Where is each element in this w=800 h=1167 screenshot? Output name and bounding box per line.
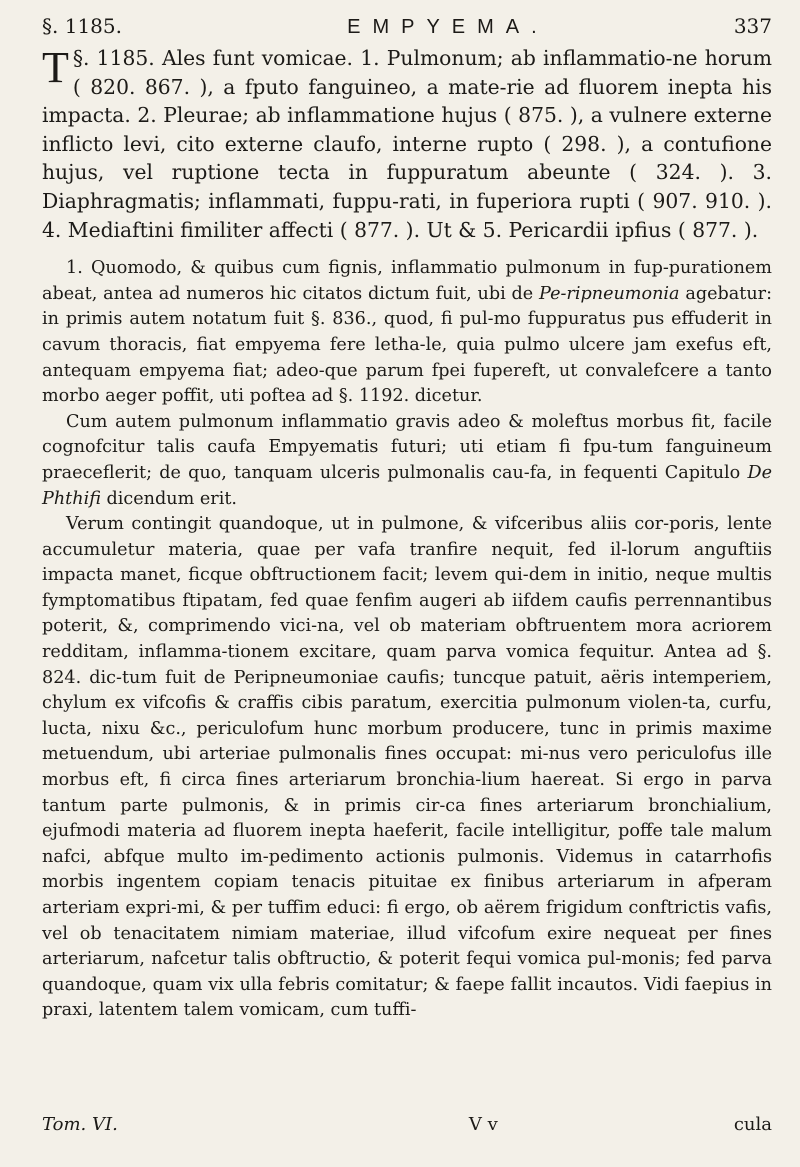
drop-cap: T	[42, 43, 69, 92]
aphorism-number: §. 1185.	[72, 46, 155, 70]
aphorism-text: Ales funt vomicae. 1. Pulmonum; ab inflammatio-ne horum ( 820. 867. ), a fputo fanguineo, a mate-rie ad fluorem inepta his impacta. 2. Pleurae; ab inflammatione hujus ( 875. ), a vulnere externe inflicto levi, cito externe claufo, interne rupto ( 298. ), a contufione hujus, vel ruptione tecta in fuppuratum abeunte ( 324. ). 3. Diaphragmatis; inflammati, fuppu-rati, in fuperiora rupti ( 907. 910. ). 4. Mediaftini fimiliter affecti ( 877. ). Ut & 5. Pericardii ipfius ( 877. ).	[42, 46, 773, 242]
aphorism-paragraph	[42, 44, 772, 244]
commentary-paragraph-2: Cum autem pulmonum inflammatio gravis adeo & moleftus morbus fit, facile cognofcitur talis caufa Empyematis futuri; uti etiam fi fpu-tum fanguineum praeceflerit; de quo, tanquam ulceris pulmonalis cau-fa, in fequenti Capitulo De Phthifi dicendum erit.	[42, 411, 772, 509]
commentary-paragraph-3: Verum contingit quandoque, ut in pulmone, & vifceribus aliis cor-poris, lente accumuletur materia, quae per vafa tranfire nequit, fed il-lorum anguftiis impacta manet, ficque obftructionem facit; levem qui-dem in initio, neque multis fymptomatibus ftipatam, fed quae fenfim augeri ab iifdem caufis perrennantibus poterit, &, comprimendo vici-na, vel ob materiam obftruentem mora acriorem redditam, inflamma-tionem excitare, quam parva vomica fequitur. Antea ad §. 824. dic-tum fuit de Peripneumoniae caufis; tuncque patuit, aëris intemperiem, chylum ex vifcofis & craffis cibis paratum, exercitia pulmonum violen-ta, curfu, lucta, nixu &c., periculofum hunc morbum producere, tunc in primis maxime metuendum, ubi arteriae pulmonalis fines occupat: mi-nus vero periculofus ille morbus eft, fi circa fines arteriarum bronchia-lium haereat. Si ergo in parva tantum parte pulmonis, & in primis cir-ca fines arteriarum bronchialium, ejufmodi materia ad fluorem inepta haeferit, facile intelligitur, poffe tale malum nafci, abfque multo im-pedimento actionis pulmonis. Videmus in catarrhofis morbis ingentem copiam tenacis pituitae ex finibus arteriarum in afperam arteriam expri-mi, & per tuffim educi: fi ergo, ob aërem frigidum conftrictis vafis, vel ob tenacitatem nimiam materiae, illud vifcofum exire nequeat per fines arteriarum, nafcetur talis obftructio, & poterit fequi vomica pul-monis; fed parva quandoque, quam vix ulla febris comitatur; & faepe fallit incautos. Vidi faepius in praxi, latentem talem vomicam, cum tuffi-	[42, 514, 772, 1021]
page	[42, 14, 773, 1135]
header-title: EMPYEMA.	[347, 16, 549, 38]
page-footer	[42, 1114, 772, 1135]
italic-term: Pe-ripneumonia	[539, 283, 680, 304]
header-section-ref: §. 1185.	[42, 14, 122, 38]
volume-mark: Tom. VI.	[42, 1114, 118, 1135]
commentary	[42, 256, 772, 1024]
page-number: 337	[733, 14, 772, 38]
commentary-paragraph-1: 1. Quomodo, & quibus cum fignis, inflammatio pulmonum in fup-purationem abeat, antea ad numeros hic citatos dictum fuit, ubi de Pe-ripneumonia agebatur: in primis autem notatum fuit §. 836., quod, fi pul-mo fuppuratus pus effuderit in cavum thoracis, fiat empyema fere letha-le, quia pulmo ulcere jam exefus eft, antequam empyema fiat; adeo-que parum fpei fupereft, ut convalefcere a tanto morbo aeger poffit, uti poftea ad §. 1192. dicetur.	[42, 258, 772, 407]
signature-mark: V v	[468, 1114, 498, 1135]
italic-term: De Phthifi	[42, 462, 772, 509]
running-header	[42, 14, 772, 44]
catchword: cula	[733, 1114, 772, 1135]
